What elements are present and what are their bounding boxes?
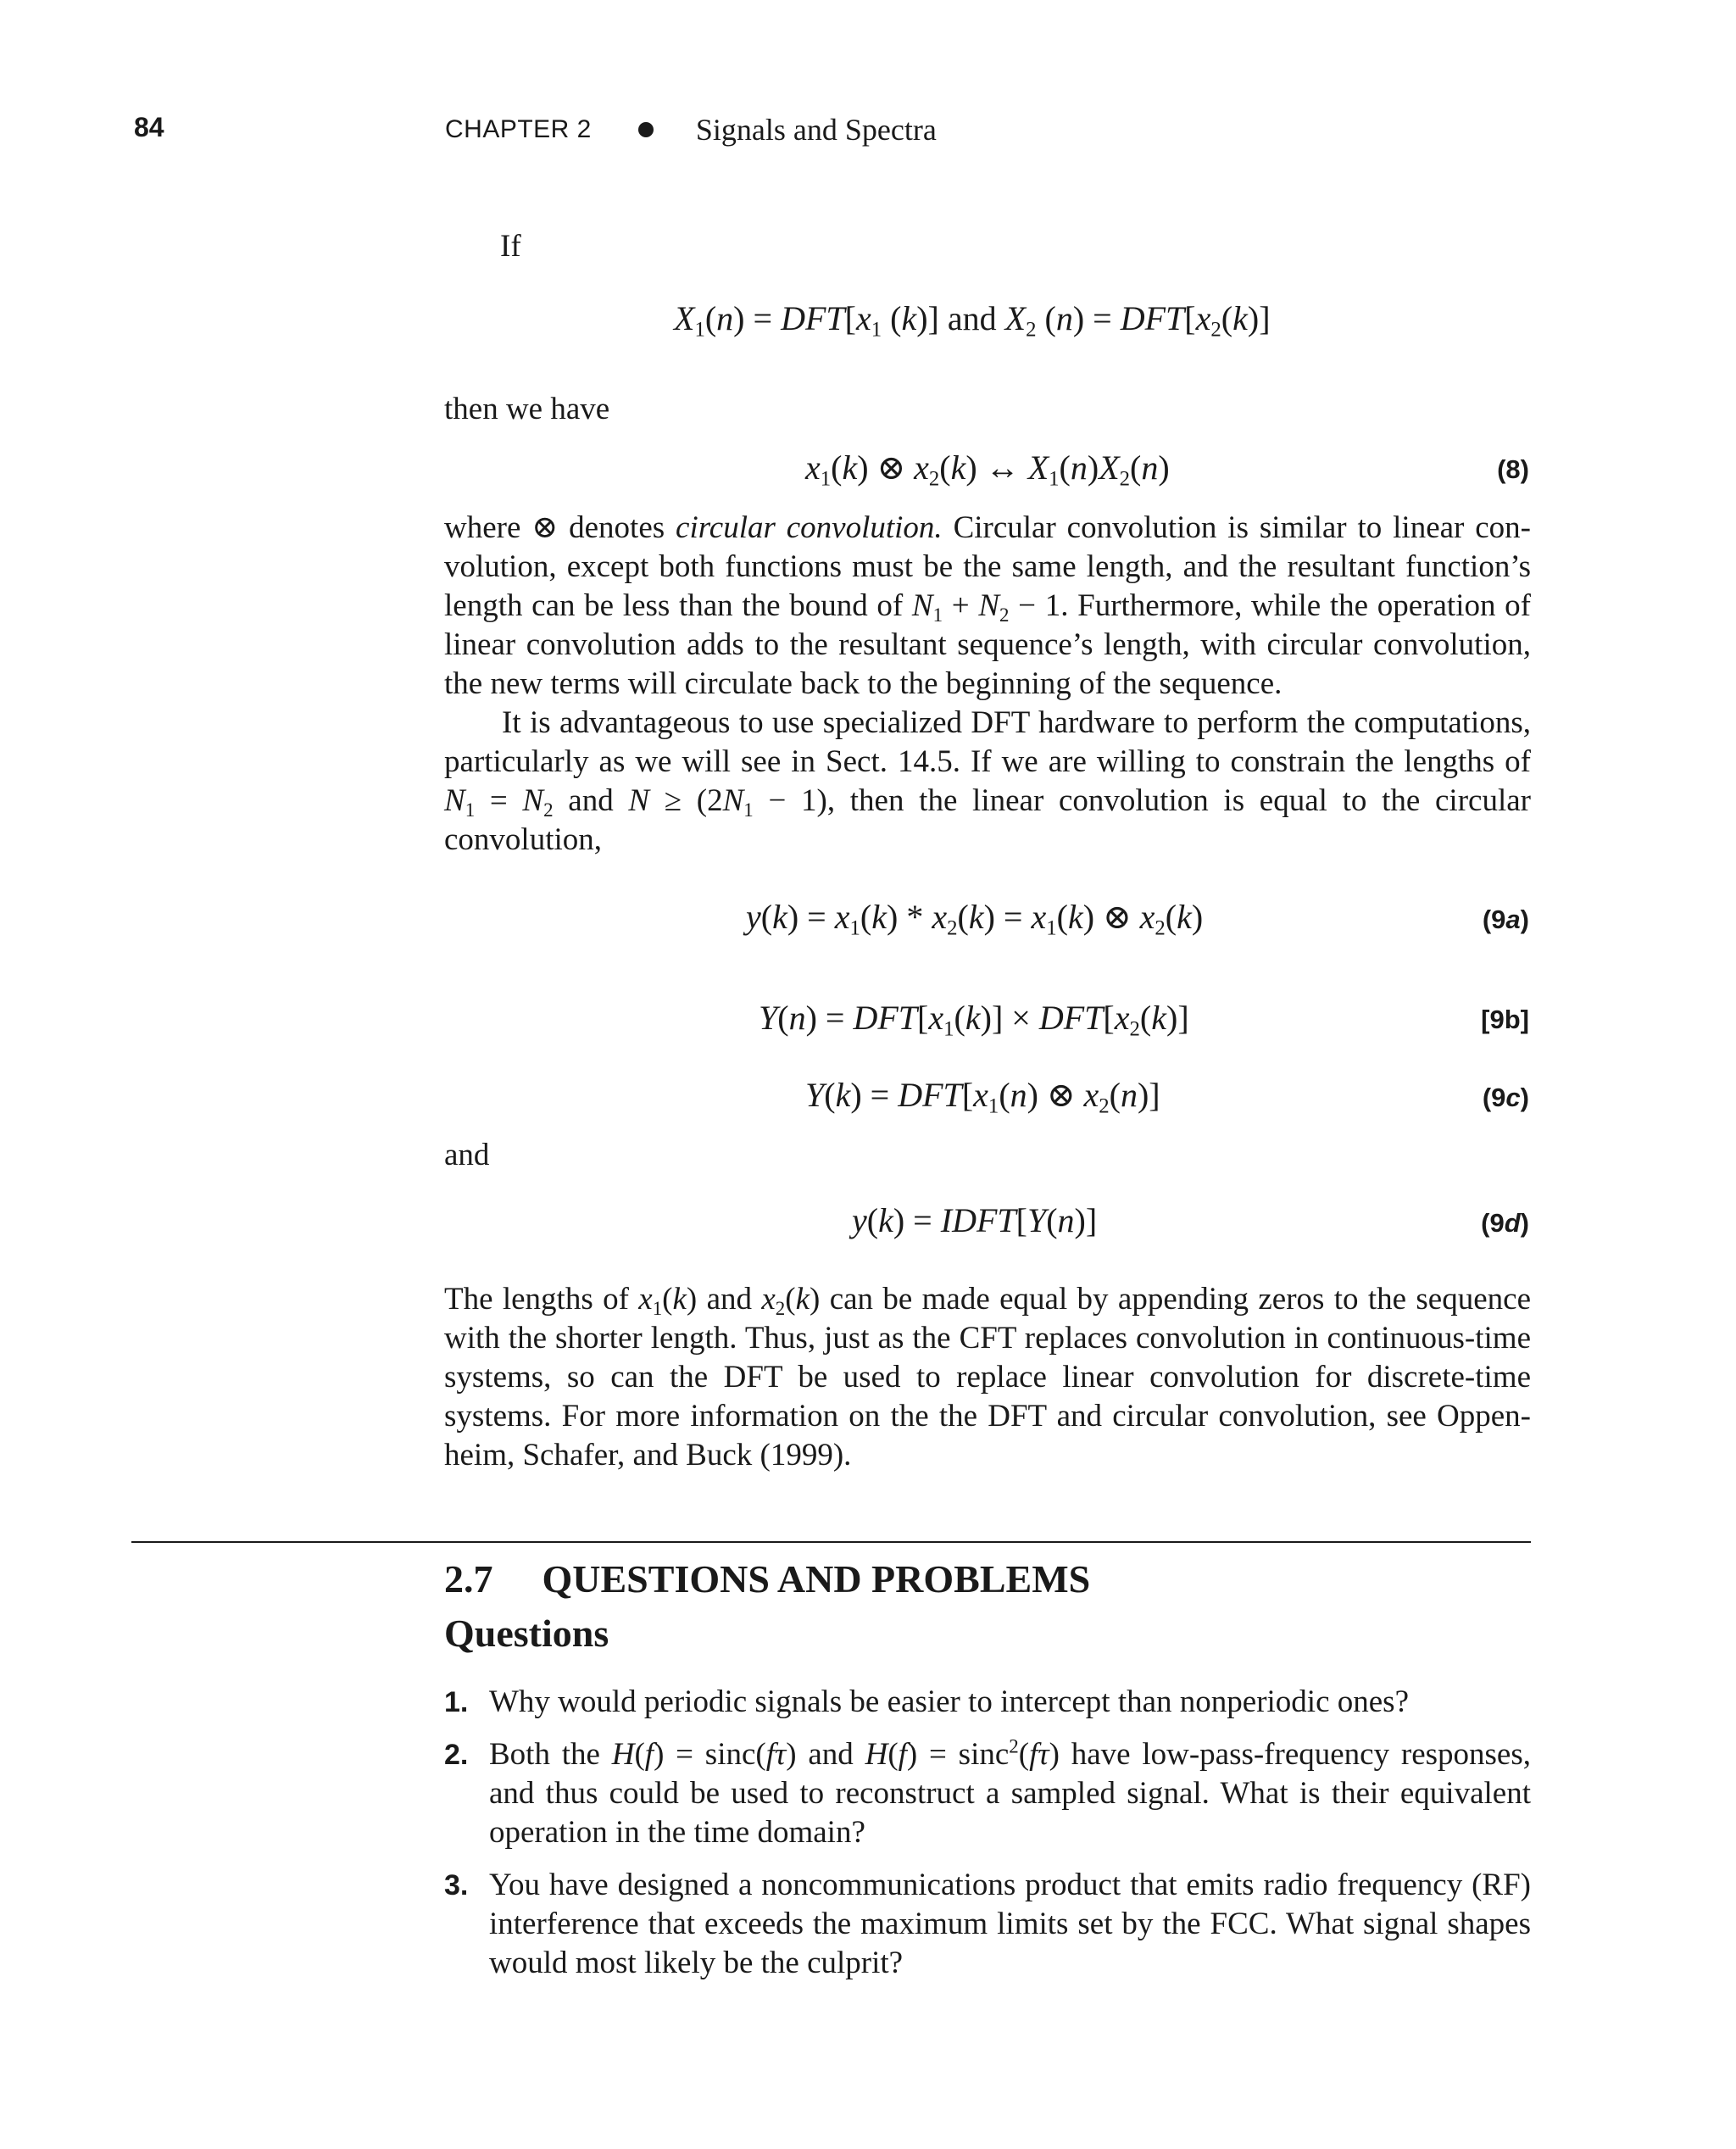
section-heading <box>444 1556 1090 1601</box>
equation-number-9c: (9c) <box>1482 1083 1529 1112</box>
equation-9a: $y(k) = x_1(k) * x_2(k) = x_1(k)$ ⊗ $x_2(k)$ <box>746 898 1204 940</box>
question-text: Both the H(f) = sinc(fτ) and H(f) = sinc$^2$(fτ) have low-pass-frequency responses, and thus could be used to reconstruct a sampled signal. What is their equivalent operation in the time domain? <box>489 1735 1531 1850</box>
chapter-title: Signals and Spectra <box>695 113 937 147</box>
section-title: QUESTIONS AND PROBLEMS <box>542 1557 1091 1601</box>
question-number: 2. <box>444 1739 469 1771</box>
questions-heading: Questions <box>444 1612 609 1655</box>
questions-list <box>444 1683 1531 1996</box>
question-2 <box>444 1735 1531 1852</box>
equation-number-9a: (9a) <box>1482 905 1529 934</box>
paragraph-circular-convolution: where ⊗ denotes circular convolution. Circular convolution is similar to linear convolution, except both functions must be the same length, and the resultant function’s length can be less than the bound of $N_1 + N_2 - 1$. Furthermore, while the operation of linear convolution adds to the resultant sequence’s length, with circular convolution, the new terms will circulate back to the beginning of the sequence. <box>444 510 1531 701</box>
question-text: Why would periodic signals be easier to intercept than nonperiodic ones? <box>489 1684 1409 1719</box>
body-text-block <box>444 509 1531 860</box>
equation-9d: y(k) = IDFT[Y(n)] <box>852 1201 1098 1239</box>
bullet-separator-icon <box>638 122 654 137</box>
section-divider <box>131 1541 1531 1543</box>
equation-dft-definition: $X_1(n) = DFT[x_1$ (k)] and $X_2$ $(n) = DFT[x_2(k)]$ <box>674 299 1271 342</box>
paragraph-zero-padding: The lengths of $x_1(k)$ and $x_2(k)$ can be made equal by appending zeros to the sequence with the shorter length. Thus, just as the CFT replaces convolution in continuous-time systems, so can the DFT be used to replace linear convolution for discrete-time systems. For more information on the the DFT and circular convolution, see Oppenheim, Schafer, and Buck (1999). <box>444 1282 1531 1473</box>
chapter-label: CHAPTER 2 <box>445 115 592 143</box>
equation-9c: $Y(k) = DFT[x_1(n)$ ⊗ $x_2(n)$] <box>805 1076 1160 1118</box>
equation-number-8: (8) <box>1497 454 1529 484</box>
question-number: 3. <box>444 1869 469 1901</box>
question-number: 1. <box>444 1686 469 1718</box>
and-word: and <box>444 1138 490 1172</box>
equation-number-9b: [9b] <box>1481 1005 1529 1034</box>
equation-number-9d: (9d) <box>1481 1208 1529 1238</box>
question-text: You have designed a noncommunications product that emits radio frequency (RF) interference that exceeds the maximum limits set by the FCC. What signal shapes would most likely be the culprit? <box>489 1868 1531 1980</box>
question-1 <box>444 1683 1531 1722</box>
equation-9b: $Y(n) = DFT[x_1(k)] \times DFT[x_2(k)]$ <box>759 999 1189 1041</box>
section-number: 2.7 <box>444 1557 493 1601</box>
question-3 <box>444 1866 1531 1983</box>
paragraph-dft-hardware: It is advantageous to use specialized DFT hardware to perform the computations, particularly as we will see in Sect. 14.5. If we are willing to constrain the lengths of $N_1 = N_2$ and $N \ge (2N_1 - 1)$, then the linear convolution is equal to the circular convolution, <box>444 705 1531 857</box>
running-head <box>445 112 937 148</box>
page-number: 84 <box>134 112 164 142</box>
lead-if: If <box>500 229 521 264</box>
equation-8: $x_1(k)$ ⊗ $x_2(k)$ ↔ $X_1(n)X_2(n)$ <box>805 448 1170 491</box>
then-we-have: then we have <box>444 392 610 426</box>
